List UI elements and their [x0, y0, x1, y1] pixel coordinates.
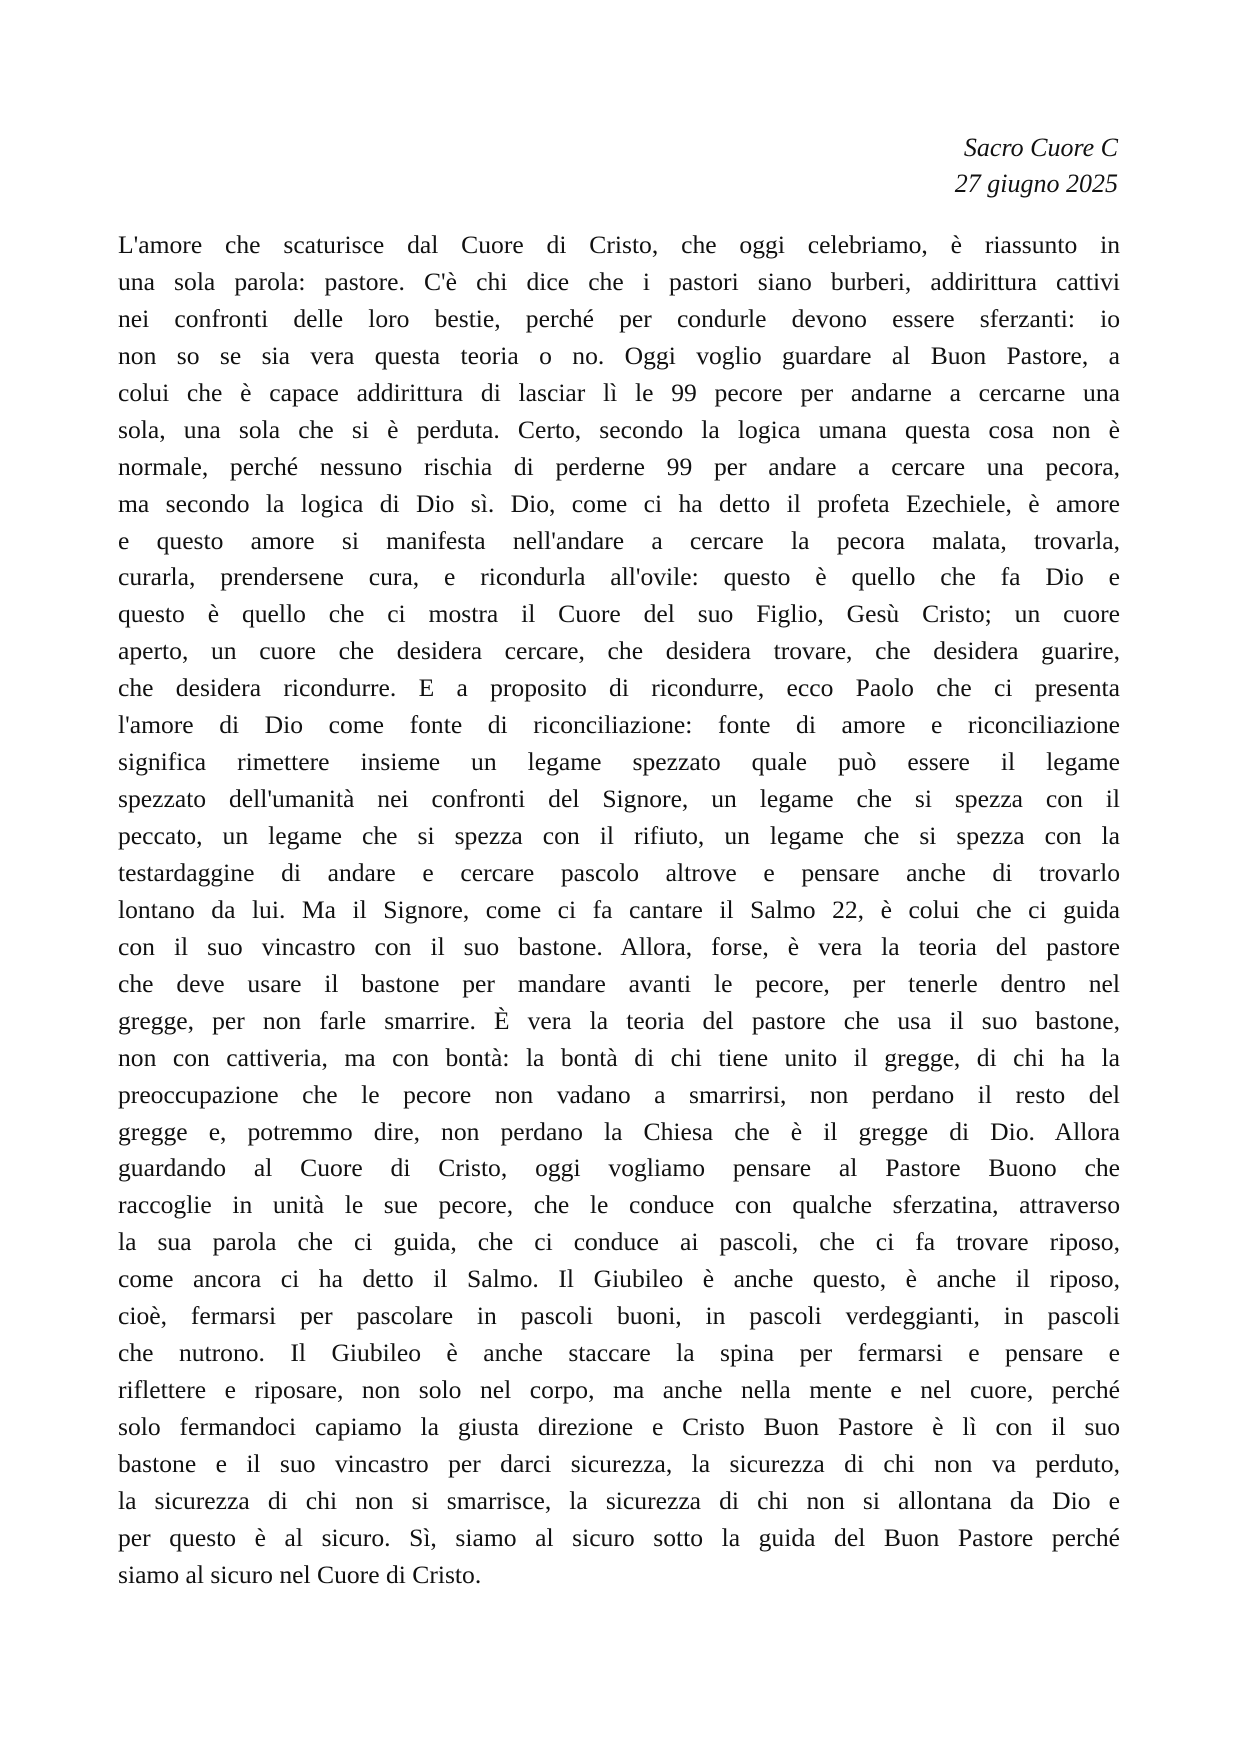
body-text-line: non so se sia vera questa teoria o no. Oggi voglio guardare al Buon Pastore, a [118, 340, 1120, 370]
body-text-line: significa rimettere insieme un legame spezzato quale può essere il legame [118, 747, 1120, 777]
body-text-line: una sola parola: pastore. C'è chi dice che i pastori siano burberi, addirittura cattivi [118, 266, 1120, 296]
body-text-line: lontano da lui. Ma il Signore, come ci fa cantare il Salmo 22, è colui che ci guida [118, 894, 1120, 924]
document-date: 27 giugno 2025 [954, 169, 1118, 198]
body-text-line: ma secondo la logica di Dio sì. Dio, come ci ha detto il profeta Ezechiele, è amore [118, 488, 1120, 518]
body-text-line: colui che è capace addirittura di lasciar lì le 99 pecore per andarne a cercarne una [118, 377, 1120, 407]
body-text-line: normale, perché nessuno rischia di perderne 99 per andare a cercare una pecora, [118, 451, 1120, 481]
body-text-line: preoccupazione che le pecore non vadano a smarrirsi, non perdano il resto del [118, 1079, 1120, 1109]
body-text-line: L'amore che scaturisce dal Cuore di Cristo, che oggi celebriamo, è riassunto in [118, 230, 1120, 259]
body-text-line: sola, una sola che si è perduta. Certo, secondo la logica umana questa cosa non è [118, 414, 1120, 444]
body-text-line: aperto, un cuore che desidera cercare, che desidera trovare, che desidera guarire, [118, 636, 1120, 666]
body-text-line: come ancora ci ha detto il Salmo. Il Giubileo è anche questo, è anche il riposo, [118, 1264, 1120, 1294]
document-title: Sacro Cuore C [963, 133, 1118, 162]
body-text-line: testardaggine di andare e cercare pascolo altrove e pensare anche di trovarlo [118, 857, 1120, 887]
body-text-line: riflettere e riposare, non solo nel corpo, ma anche nella mente e nel cuore, perché [118, 1375, 1120, 1405]
homily-body [118, 227, 1120, 1594]
body-text-line: non con cattiveria, ma con bontà: la bontà di chi tiene unito il gregge, di chi ha la [118, 1042, 1120, 1072]
body-text-line: la sicurezza di chi non si smarrisce, la sicurezza di chi non si allontana da Dio e [118, 1485, 1120, 1515]
body-text-line: solo fermandoci capiamo la giusta direzione e Cristo Buon Pastore è lì con il suo [118, 1412, 1120, 1441]
body-text-line: per questo è al sicuro. Sì, siamo al sicuro sotto la guida del Buon Pastore perché [118, 1522, 1120, 1552]
body-text-line: che deve usare il bastone per mandare avanti le pecore, per tenerle dentro nel [118, 968, 1120, 998]
body-text-line: con il suo vincastro con il suo bastone. Allora, forse, è vera la teoria del pastore [118, 931, 1120, 961]
body-text-line: nei confronti delle loro bestie, perché per condurle devono essere sferzanti: io [118, 303, 1120, 333]
body-text-line: bastone e il suo vincastro per darci sicurezza, la sicurezza di chi non va perduto, [118, 1448, 1120, 1478]
body-text-line: che nutrono. Il Giubileo è anche staccare la spina per fermarsi e pensare e [118, 1338, 1120, 1368]
body-text-line: che desidera ricondurre. E a proposito di ricondurre, ecco Paolo che ci presenta [118, 673, 1120, 703]
body-text-line: gregge e, potremmo dire, non perdano la Chiesa che è il gregge di Dio. Allora [118, 1116, 1120, 1146]
body-text-line: questo è quello che ci mostra il Cuore del suo Figlio, Gesù Cristo; un cuore [118, 599, 1120, 629]
body-text-line: siamo al sicuro nel Cuore di Cristo. [118, 1559, 482, 1589]
body-text-line: l'amore di Dio come fonte di riconciliazione: fonte di amore e riconciliazione [118, 710, 1120, 740]
body-text-line: curarla, prendersene cura, e ricondurla all'ovile: questo è quello che fa Dio e [118, 562, 1120, 592]
body-text-line: peccato, un legame che si spezza con il rifiuto, un legame che si spezza con la [118, 821, 1120, 850]
body-text-line: raccoglie in unità le sue pecore, che le conduce con qualche sferzatina, attraverso [118, 1190, 1120, 1220]
body-text-line: guardando al Cuore di Cristo, oggi vogliamo pensare al Pastore Buono che [118, 1153, 1120, 1183]
body-text-line: spezzato dell'umanità nei confronti del Signore, un legame che si spezza con il [118, 784, 1120, 814]
body-text-line: e questo amore si manifesta nell'andare a cercare la pecora malata, trovarla, [118, 525, 1120, 555]
document-header [955, 130, 1118, 202]
body-text-line: gregge, per non farle smarrire. È vera la teoria del pastore che usa il suo bastone, [118, 1005, 1120, 1035]
body-text-line: la sua parola che ci guida, che ci conduce ai pascoli, che ci fa trovare riposo, [118, 1227, 1120, 1257]
body-text-line: cioè, fermarsi per pascolare in pascoli buoni, in pascoli verdeggianti, in pascoli [118, 1301, 1120, 1331]
